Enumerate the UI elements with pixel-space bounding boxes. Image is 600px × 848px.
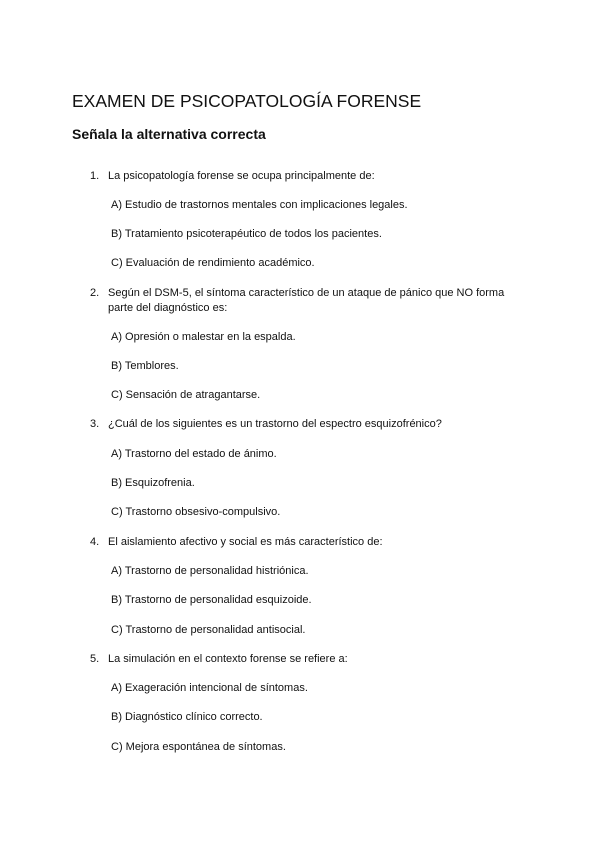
option-c: C) Mejora espontánea de síntomas. (111, 741, 286, 753)
option-c: C) Evaluación de rendimiento académico. (111, 257, 315, 269)
option-b: B) Esquizofrenia. (111, 477, 195, 489)
question-text: ¿Cuál de los siguientes es un trastorno del espectro esquizofrénico? (108, 418, 442, 430)
question-number: 5. (90, 653, 100, 665)
option-b: B) Diagnóstico clínico correcto. (111, 711, 263, 723)
question-text-line-1: Según el DSM-5, el síntoma característico de un ataque de pánico que NO forma (108, 287, 505, 299)
question-number: 4. (90, 536, 100, 548)
question-text: La simulación en el contexto forense se refiere a: (108, 653, 348, 665)
question-text-line-2: parte del diagnóstico es: (108, 302, 228, 314)
option-a: A) Estudio de trastornos mentales con implicaciones legales. (111, 199, 408, 211)
option-a: A) Exageración intencional de síntomas. (111, 682, 308, 694)
option-b: B) Trastorno de personalidad esquizoide. (111, 594, 312, 606)
option-c: C) Sensación de atragantarse. (111, 389, 261, 401)
option-b: B) Tratamiento psicoterapéutico de todos los pacientes. (111, 228, 382, 240)
question-text: La psicopatología forense se ocupa principalmente de: (108, 170, 375, 182)
option-c: C) Trastorno obsesivo-compulsivo. (111, 506, 281, 518)
option-a: A) Trastorno del estado de ánimo. (111, 448, 277, 460)
question-text: El aislamiento afectivo y social es más característico de: (108, 536, 383, 548)
option-b: B) Temblores. (111, 360, 179, 372)
question-number: 1. (90, 170, 100, 182)
question-number: 3. (90, 418, 100, 430)
option-a: A) Opresión o malestar en la espalda. (111, 331, 296, 343)
option-c: C) Trastorno de personalidad antisocial. (111, 624, 306, 636)
question-number: 2. (90, 287, 100, 299)
option-a: A) Trastorno de personalidad histriónica. (111, 565, 309, 577)
page-title: EXAMEN DE PSICOPATOLOGÍA FORENSE (72, 91, 422, 111)
instruction-heading: Señala la alternativa correcta (72, 126, 266, 142)
